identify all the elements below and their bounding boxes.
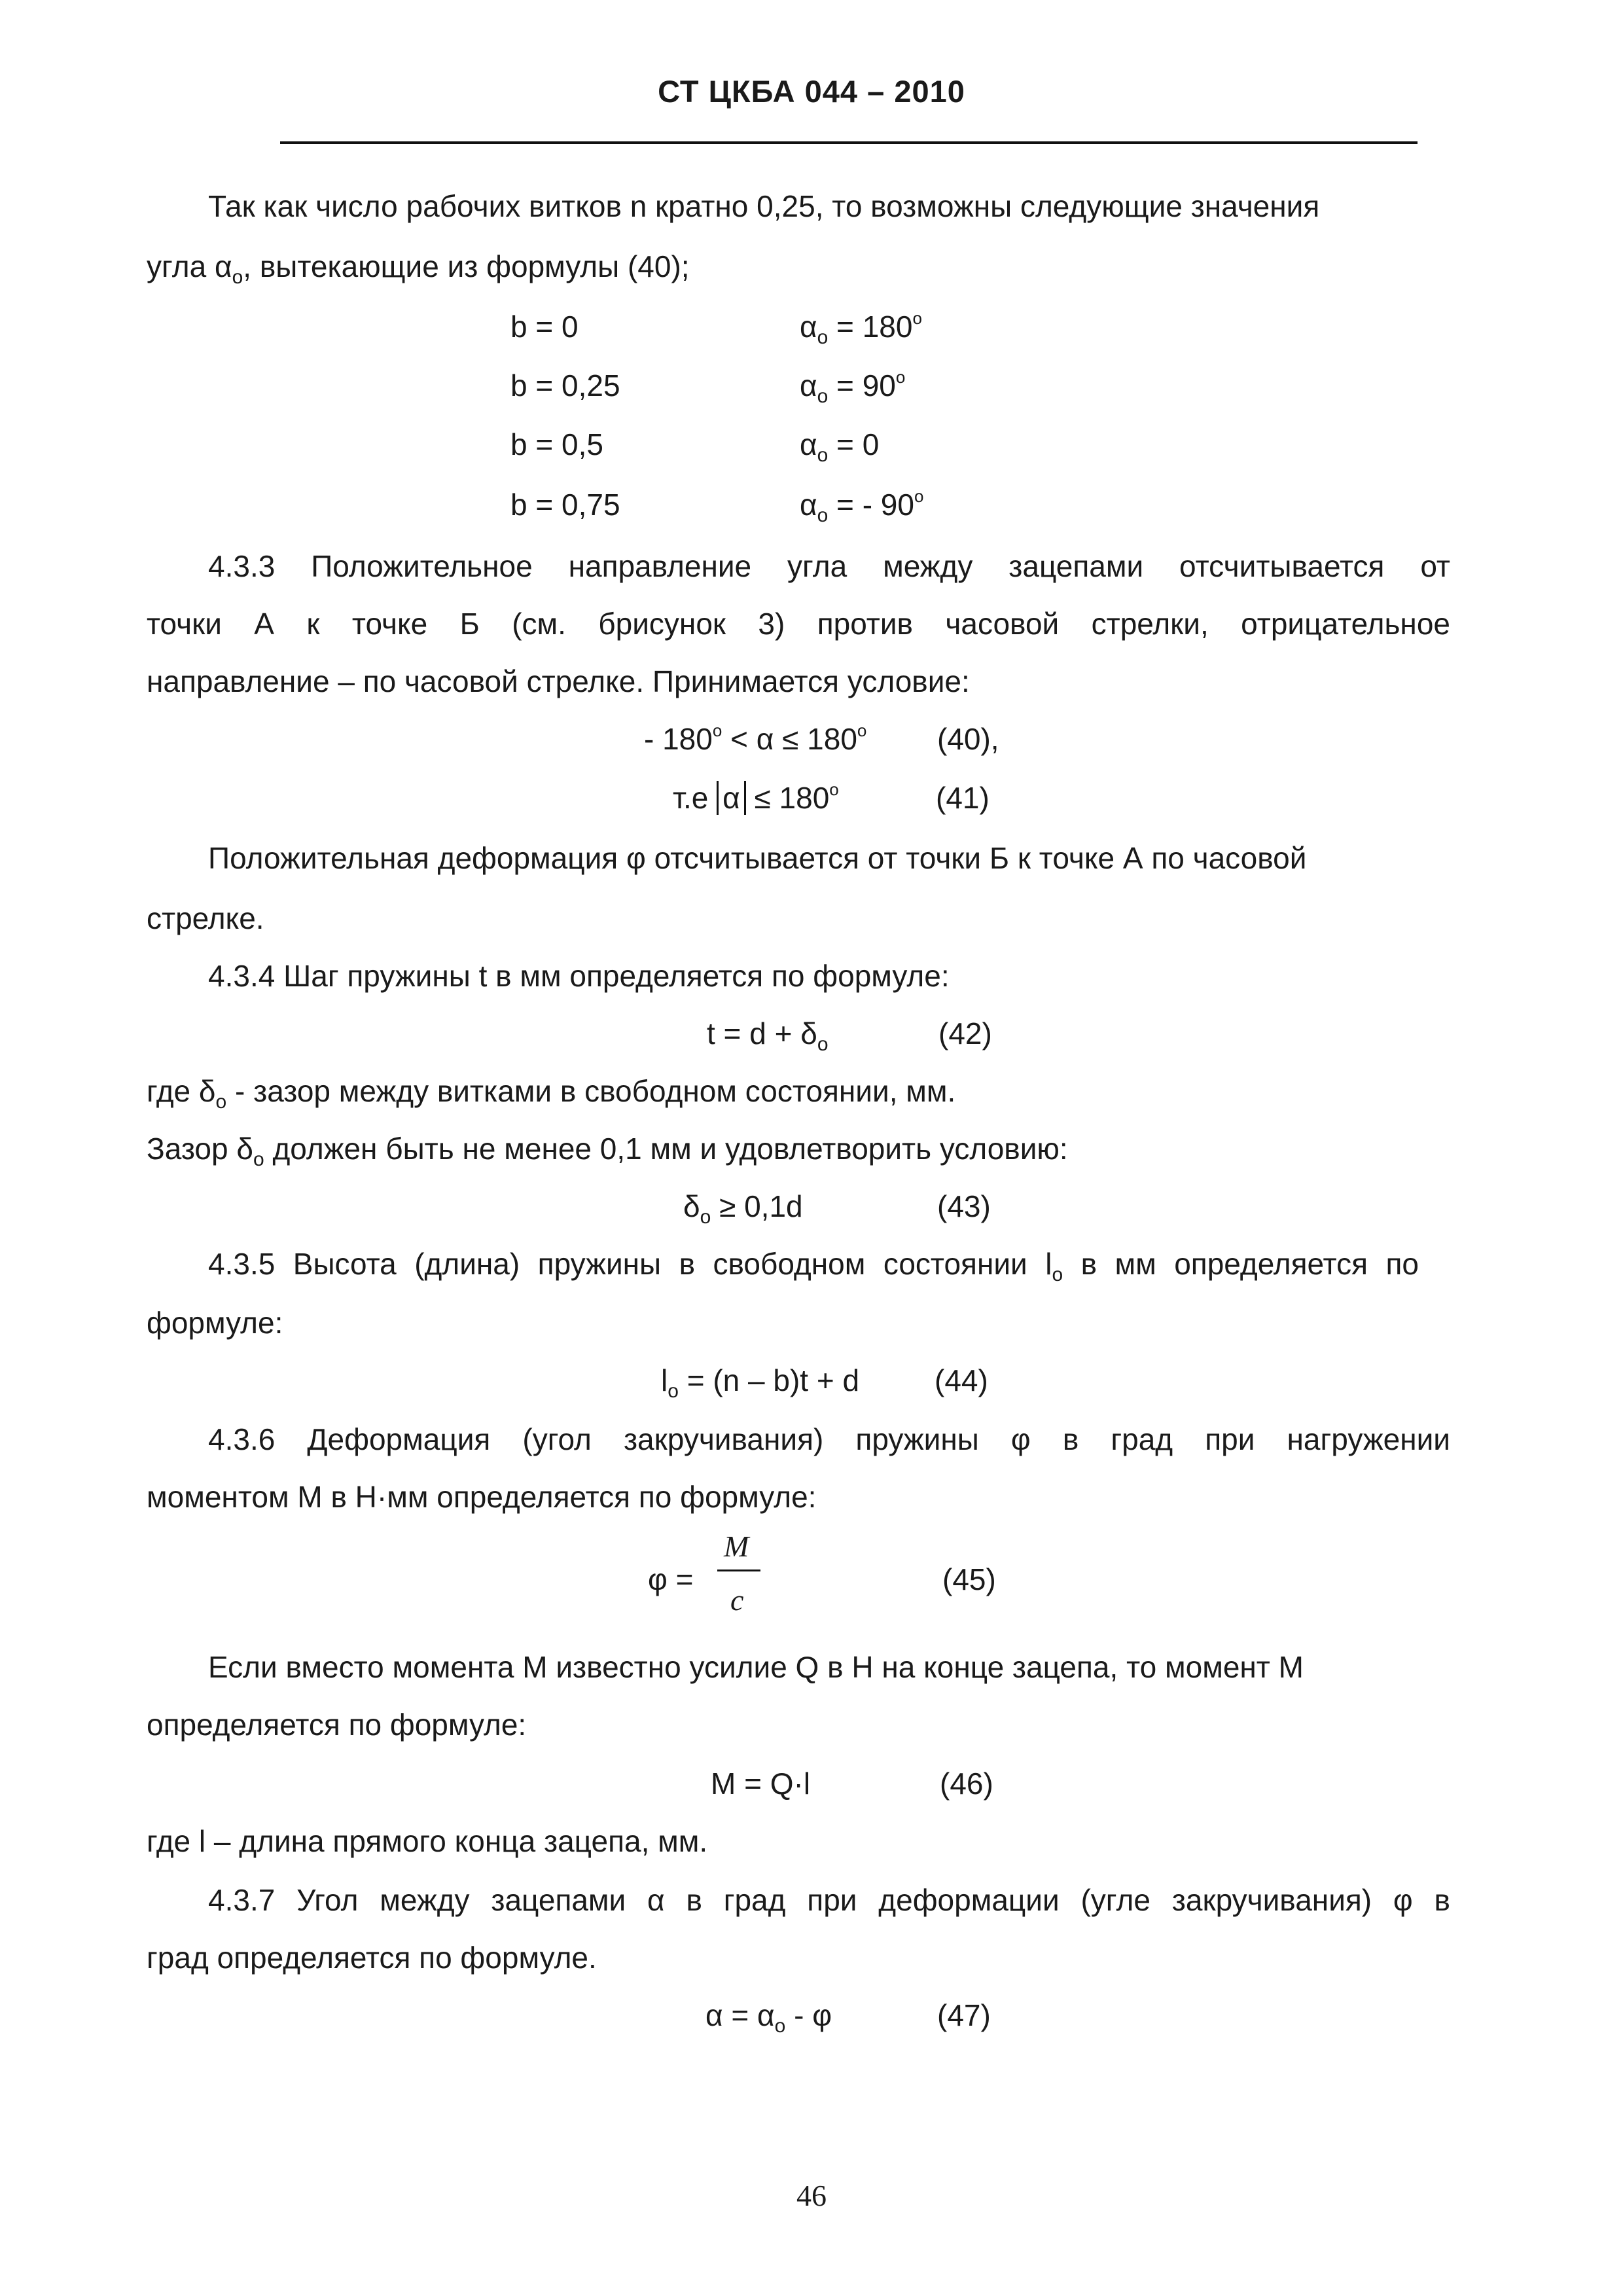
section-4-3-6-line-2: моментом М в Н·мм определяется по формуле: [147,1480,817,1514]
section-4-3-3-line-2: точки А к точке Б (см. брисунок 3) против часовой стрелки, отрицательное [147,607,1450,641]
formula-43: $\delta_o \ge 0,1d$ [683,1189,803,1228]
deformation-line-1: Положительная деформация φ отсчитывается от точки Б к точке А по часовой [208,841,1307,875]
where-l-line: где l – длина прямого конца зацепа, мм. [147,1824,708,1858]
formula-45-lhs: φ = [648,1562,694,1596]
moment-via-force-line-1: Если вместо момента М известно усилие Q в Н на конце зацепа, то момент М [208,1650,1304,1684]
formula-40: - $180^o < \alpha \le 180^o$ [644,721,867,756]
b-value-3: b = 0,75 [510,488,620,522]
moment-via-force-line-2: определяется по формуле: [147,1708,527,1742]
b-value-1: b = 0,25 [510,368,620,403]
section-4-3-6-line-1: 4.3.6 Деформация (угол закручивания) пружины φ в град при нагружении [208,1422,1450,1456]
formula-40-number: (40), [937,722,999,756]
formula-45-number: (45) [942,1562,996,1596]
formula-44-number: (44) [935,1363,988,1397]
formula-45-denominator: c [730,1583,744,1617]
document-header: СТ ЦКБА 044 – 2010 [658,74,965,109]
section-4-3-7-line-1: 4.3.7 Угол между зацепами α в град при деформации (угле закручивания) φ в [208,1883,1450,1917]
section-4-3-3-line-1: 4.3.3 Положительное направление угла между зацепами отсчитывается от [208,549,1450,583]
formula-41-number: (41) [936,781,990,815]
intro-line-1: Так как число рабочих витков n кратно 0,25, то возможны следующие значения [208,189,1320,223]
where-delta-line: где $\delta_o$ - зазор между витками в свободном состоянии, мм. [147,1074,956,1113]
formula-42: $t = d + \delta_o$ [707,1016,829,1055]
deformation-line-2: стрелке. [147,901,264,935]
b-value-0: b = 0 [510,310,579,344]
formula-47-number: (47) [937,1998,991,2032]
formula-45-numerator: M [724,1530,749,1563]
section-4-3-4: 4.3.4 Шаг пружины t в мм определяется по формуле: [208,959,950,993]
formula-42-number: (42) [938,1016,992,1050]
section-4-3-7-line-2: град определяется по формуле. [147,1941,597,1975]
formula-45-fraction-line [717,1570,760,1571]
formula-47: $\alpha = \alpha_o - \varphi$ [705,1998,832,2037]
b-value-2: b = 0,5 [510,427,603,461]
section-4-3-5-line-2: формуле: [147,1306,283,1340]
alpha-value-0: $\alpha_o = 180^o$ [800,308,922,348]
section-4-3-3-line-3: направление – по часовой стрелке. Принимается условие: [147,664,970,698]
formula-43-number: (43) [937,1189,991,1223]
alpha-value-3: $\alpha_o$ = - 90$^o$ [800,486,924,526]
gap-condition-line: Зазор $\delta_o$ должен быть не менее 0,1 мм и удовлетворить условию: [147,1132,1068,1170]
formula-44: $l_o = (n - b)t + d$ [661,1363,860,1402]
formula-46-number: (46) [940,1767,993,1801]
page-number: 46 [796,2179,827,2212]
alpha-value-2: $\alpha_o = 0$ [800,427,880,466]
alpha-value-1: $\alpha_o = 90^o$ [800,367,906,407]
section-4-3-5-line-1: 4.3.5 Высота (длина) пружины в свободном состоянии $l_o$ в мм определяется по [208,1247,1419,1285]
intro-line-2: угла $\alpha_o$, вытекающие из формулы (40); [147,249,690,288]
formula-41: т.е $\alpha \le 180^o$ [673,780,839,815]
header-rule [280,141,1418,144]
formula-46: M = Q·l [711,1767,811,1801]
